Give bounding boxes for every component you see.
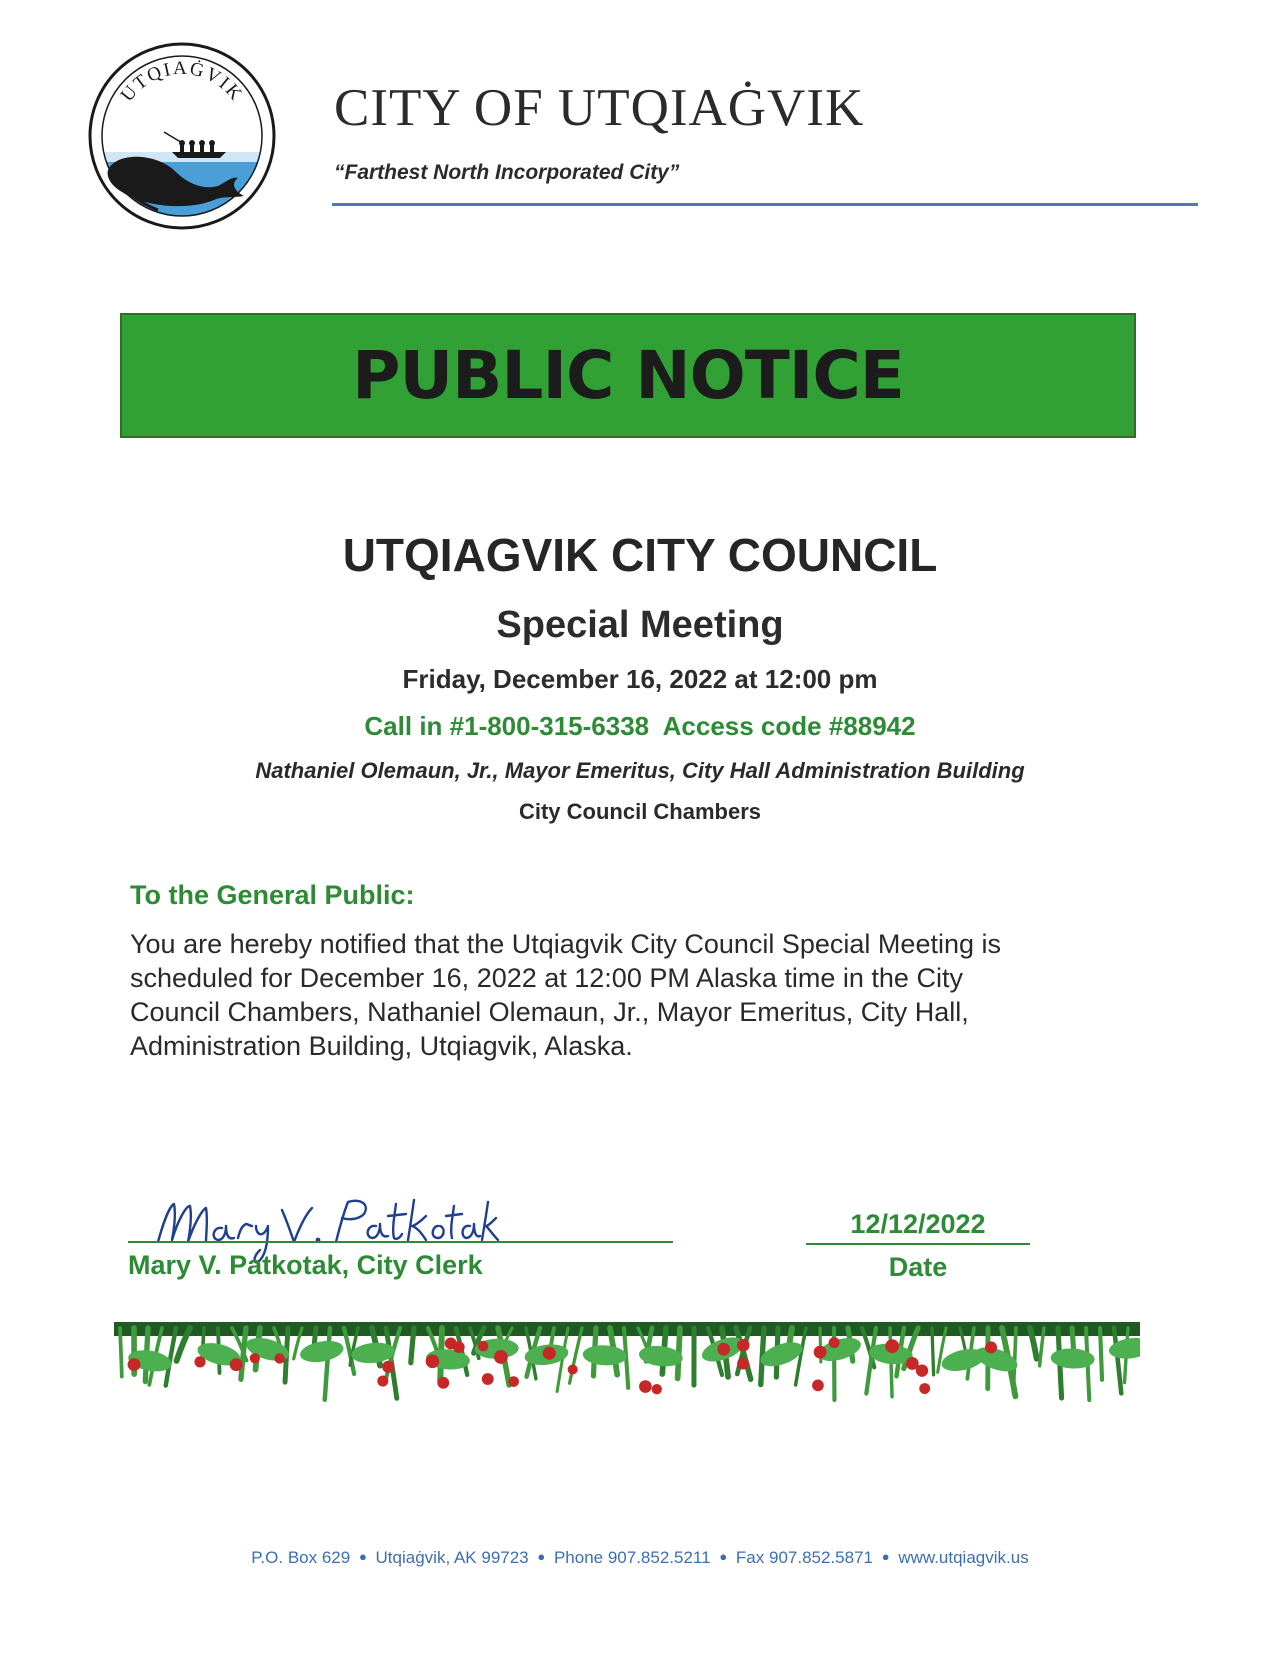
pine-needle: [1100, 1328, 1102, 1380]
meeting-type: Special Meeting: [496, 604, 784, 646]
holly-berry: [250, 1353, 260, 1363]
header-divider: [332, 203, 1198, 206]
holly-berry: [194, 1356, 205, 1367]
pine-needle: [1114, 1328, 1121, 1393]
notice-line: Administration Building, Utqiagvik, Alaska.: [130, 1031, 633, 1061]
footer-address-po: P.O. Box 629: [251, 1548, 351, 1567]
holly-berry: [812, 1380, 824, 1392]
notice-body: [130, 927, 1130, 1063]
holly-berry: [128, 1358, 141, 1371]
holly-berry: [737, 1358, 749, 1370]
city-motto: “Farthest North Incorporated City”: [334, 161, 680, 184]
salutation: To the General Public:: [130, 880, 415, 910]
pine-needle: [932, 1328, 934, 1375]
holly-berry: [377, 1376, 388, 1387]
holly-berry: [445, 1337, 457, 1349]
holly-berry: [814, 1346, 827, 1359]
date-label: Date: [888, 1252, 948, 1282]
banner-title: PUBLIC NOTICE: [352, 337, 904, 414]
footer-website[interactable]: www.utqiagvik.us: [898, 1548, 1029, 1567]
holly-berry: [829, 1337, 840, 1348]
public-notice-banner: [120, 313, 1136, 438]
meeting-room: City Council Chambers: [518, 799, 762, 824]
city-seal-logo: [86, 40, 278, 232]
holly-berry: [717, 1343, 730, 1356]
holly-leaf: [1108, 1335, 1140, 1361]
holly-berry: [437, 1377, 449, 1389]
meeting-datetime: Friday, December 16, 2022 at 12:00 pm: [402, 664, 878, 694]
holly-berry: [274, 1353, 284, 1363]
date-line: [806, 1243, 1030, 1245]
pine-needle: [166, 1328, 176, 1386]
notice-line: Council Chambers, Nathaniel Olemaun, Jr., Mayor Emeritus, City Hall,: [130, 997, 969, 1027]
footer-contact: [0, 1548, 1280, 1568]
holly-berry: [494, 1350, 508, 1364]
seal-ring-text: UTQIAĠVIK: [116, 57, 248, 106]
holly-berry: [985, 1341, 997, 1353]
footer-phone: Phone 907.852.5211: [553, 1548, 711, 1567]
footer-separator: ●: [537, 1549, 546, 1564]
pine-needle: [570, 1328, 582, 1383]
holly-berry: [478, 1341, 489, 1352]
footer-address-city: Utqiaġvik, AK 99723: [375, 1548, 529, 1567]
pine-needle: [120, 1328, 122, 1377]
meeting-body: UTQIAGVIK CITY COUNCIL: [342, 529, 938, 581]
holly-berry: [885, 1339, 899, 1353]
holly-leaf: [582, 1344, 627, 1366]
holly-berry: [652, 1384, 662, 1394]
holly-berry: [737, 1339, 750, 1352]
holly-leaf: [298, 1338, 345, 1366]
call-in-info: Call in #1-800-315-6338 Access code #88942: [364, 711, 916, 741]
holly-berry: [508, 1376, 519, 1387]
pine-needle: [325, 1328, 330, 1400]
notice-line: scheduled for December 16, 2022 at 12:00 PM Alaska time in the City: [130, 963, 963, 993]
signature-date: 12/12/2022: [850, 1209, 986, 1239]
holly-garland-icon: [114, 1322, 1140, 1418]
holly-berry: [426, 1355, 440, 1369]
holly-berry: [568, 1364, 578, 1374]
notice-line: You are hereby notified that the Utqiagvik City Council Special Meeting is: [130, 929, 1001, 959]
holly-berry: [543, 1347, 556, 1360]
pine-needle: [411, 1328, 414, 1363]
meeting-location: Nathaniel Olemaun, Jr., Mayor Emeritus, City Hall Administration Building: [255, 758, 1025, 783]
holly-berry: [919, 1383, 930, 1394]
footer-separator: ●: [358, 1549, 367, 1564]
footer-separator: ●: [881, 1549, 890, 1564]
whale-and-boat-seal-icon: [86, 40, 278, 232]
holly-berry: [482, 1373, 494, 1385]
holly-berry: [382, 1361, 394, 1373]
signer-name-title: Mary V. Patkotak, City Clerk: [128, 1250, 483, 1280]
footer-fax: Fax 907.852.5871: [735, 1548, 873, 1567]
holly-berry: [230, 1358, 243, 1371]
holly-berry: [916, 1364, 928, 1376]
signature-line: [128, 1241, 673, 1243]
footer-separator: ●: [719, 1549, 728, 1564]
holly-berry: [639, 1380, 652, 1393]
city-title: CITY OF UTQIAĠVIK: [334, 79, 865, 137]
